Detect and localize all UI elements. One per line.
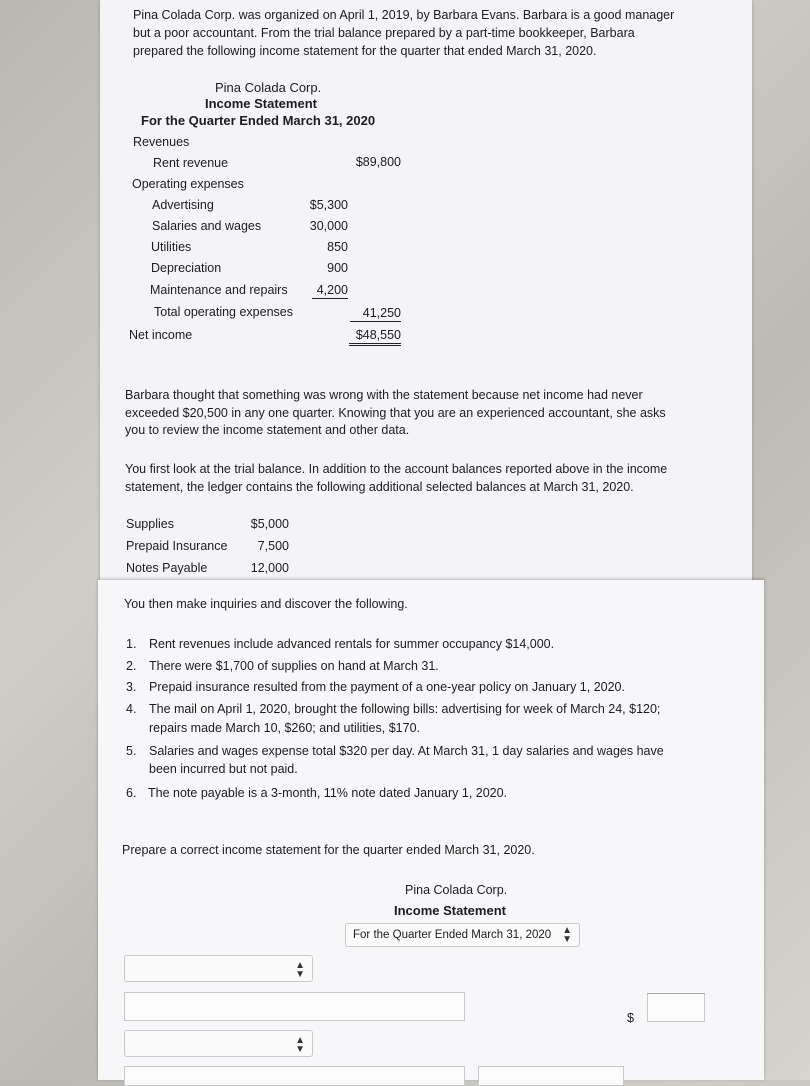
dollar-sign: $ (627, 1011, 634, 1025)
balance-label-notes-payable: Notes Payable (126, 561, 208, 575)
period-select-value: For the Quarter Ended March 31, 2020 (353, 929, 552, 941)
expense-value-salaries: 30,000 (309, 219, 348, 233)
expense-label-maintenance: Maintenance and repairs (150, 283, 288, 297)
intro-line: but a poor accountant. From the trial balance prepared by a part-time bookkeeper, Barbara (133, 26, 635, 40)
revenue-amount-input[interactable] (647, 993, 705, 1022)
expense-value-advertising: $5,300 (309, 198, 348, 212)
rent-revenue-value: $89,800 (355, 155, 401, 169)
review-line: you to review the income statement and other data. (125, 423, 410, 437)
trial-balance-paragraph (125, 461, 667, 496)
inquiry-text: The note payable is a 3-month, 11% note dated January 1, 2020. (148, 785, 508, 800)
expense-value-utilities: 850 (327, 240, 348, 254)
intro-line: prepared the following income statement for the quarter that ended March 31, 2020. (133, 44, 597, 58)
balance-label-supplies: Supplies (126, 517, 174, 531)
balance-label-prepaid-insurance: Prepaid Insurance (126, 539, 228, 553)
total-operating-expenses-value: 41,250 (350, 306, 401, 322)
rent-revenue-label: Rent revenue (153, 156, 229, 170)
inquiry-text: Salaries and wages expense total $320 per day. At March 31, 1 day salaries and wages have (149, 743, 664, 758)
answer-company: Pina Colada Corp. (405, 883, 508, 897)
inquiry-number: 5. (126, 743, 137, 758)
trial-balance-line: statement, the ledger contains the following additional selected balances at March 31, 2020. (125, 479, 634, 494)
inquiry-text: been incurred but not paid. (149, 761, 298, 776)
balance-value-notes-payable: 12,000 (250, 561, 289, 575)
revenue-account-select[interactable] (124, 955, 313, 982)
balance-value-supplies: $5,000 (250, 517, 289, 531)
expense-account-input[interactable] (124, 1066, 465, 1086)
inquiry-number: 6. (126, 785, 137, 800)
expense-amount-input[interactable] (478, 1066, 624, 1086)
statement-company: Pina Colada Corp. (215, 80, 322, 95)
inquiry-text: The mail on April 1, 2020, brought the following bills: advertising for week of March 24, $120; (149, 701, 661, 716)
inquiry-number: 1. (126, 637, 137, 651)
statement-period: For the Quarter Ended March 31, 2020 (141, 113, 376, 128)
inquiry-text: Rent revenues include advanced rentals for summer occupancy $14,000. (149, 637, 555, 651)
answer-title: Income Statement (394, 903, 506, 918)
review-paragraph (125, 387, 666, 440)
expense-section-select[interactable] (124, 1030, 313, 1057)
updown-arrows-icon: ▲ ▼ (562, 925, 572, 945)
operating-expenses-label: Operating expenses (132, 177, 244, 191)
inquiry-text: There were $1,700 of supplies on hand at March 31. (149, 658, 439, 673)
updown-arrows-icon: ▲ ▼ (295, 1035, 305, 1055)
total-operating-expenses-label: Total operating expenses (154, 305, 293, 319)
inquiry-intro: You then make inquiries and discover the following. (124, 597, 408, 611)
period-select[interactable] (345, 923, 580, 947)
updown-arrows-icon: ▲ ▼ (295, 960, 305, 980)
balance-value-prepaid-insurance: 7,500 (257, 539, 289, 553)
expense-label-utilities: Utilities (151, 240, 192, 254)
intro-line: Pina Colada Corp. was organized on April 1, 2019, by Barbara Evans. Barbara is a good manager (133, 8, 675, 22)
expense-label-advertising: Advertising (152, 198, 214, 212)
revenues-label: Revenues (133, 135, 190, 149)
trial-balance-line: You first look at the trial balance. In addition to the account balances reported above in the income (125, 462, 668, 476)
expense-label-depreciation: Depreciation (151, 261, 222, 275)
expense-value-depreciation: 900 (327, 261, 348, 275)
statement-title: Income Statement (205, 96, 317, 111)
net-income-label: Net income (129, 328, 193, 342)
review-line: Barbara thought that something was wrong with the statement because net income had never (125, 388, 643, 402)
intro-paragraph (133, 6, 674, 60)
net-income-value: $48,550 (349, 328, 401, 346)
expense-value-maintenance: 4,200 (312, 283, 348, 299)
revenue-description-input[interactable] (124, 992, 465, 1021)
inquiry-text: repairs made March 10, $260; and utilities, $170. (149, 720, 420, 735)
expense-label-salaries: Salaries and wages (152, 219, 262, 233)
inquiry-text: Prepaid insurance resulted from the payment of a one-year policy on January 1, 2020. (149, 680, 625, 694)
prepare-instruction: Prepare a correct income statement for the quarter ended March 31, 2020. (122, 843, 535, 857)
inquiry-number: 2. (126, 658, 137, 673)
inquiry-number: 4. (126, 701, 137, 716)
review-line: exceeded $20,500 in any one quarter. Knowing that you are an experienced accountant, she asks (125, 405, 666, 420)
inquiry-number: 3. (126, 680, 137, 694)
